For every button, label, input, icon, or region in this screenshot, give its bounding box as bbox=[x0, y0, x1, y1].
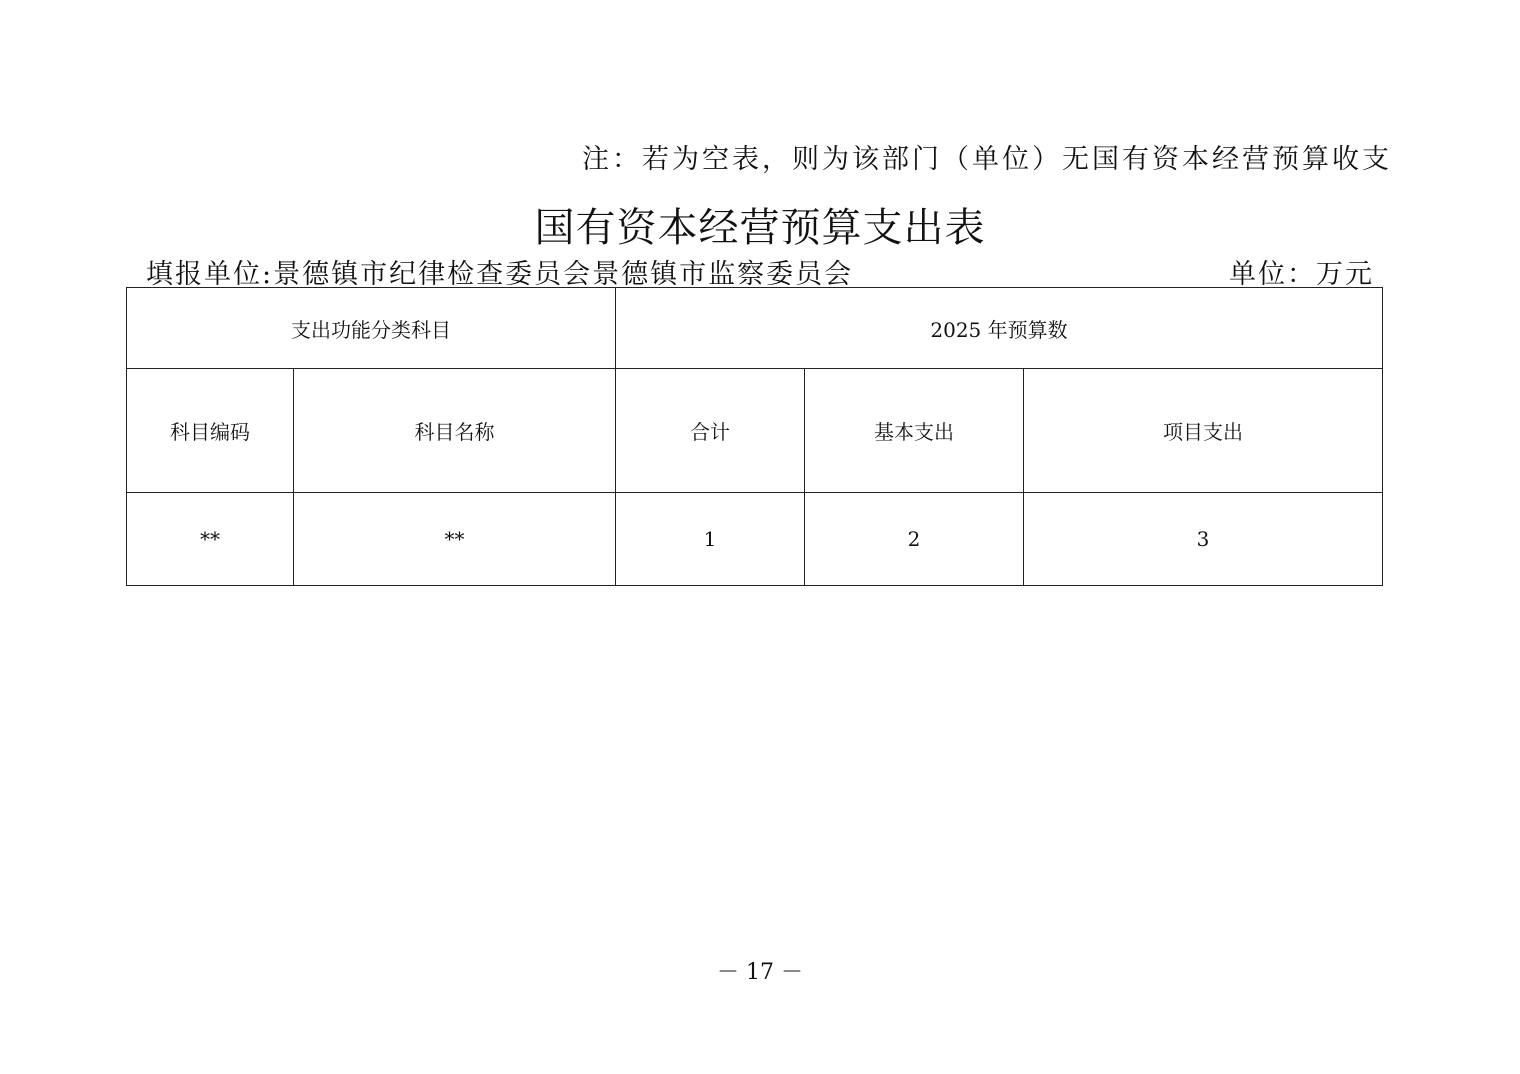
column-header-name: 科目名称 bbox=[294, 369, 616, 493]
table-row bbox=[127, 493, 1383, 586]
page-title: 国有资本经营预算支出表 bbox=[534, 205, 986, 251]
table-cell: 3 bbox=[1024, 493, 1383, 586]
table-note: 注：若为空表，则为该部门（单位）无国有资本经营预算收支 bbox=[582, 144, 1392, 175]
column-header-project: 项目支出 bbox=[1024, 369, 1383, 493]
budget-expenditure-table bbox=[126, 287, 1383, 586]
column-header-basic: 基本支出 bbox=[805, 369, 1024, 493]
group-header-budget: 2025 年预算数 bbox=[616, 288, 1383, 369]
currency-unit: 单位：万元 bbox=[1229, 259, 1374, 290]
table-group-header-row bbox=[127, 288, 1383, 369]
page-number: － 17 － bbox=[717, 960, 803, 985]
group-header-category: 支出功能分类科目 bbox=[127, 288, 616, 369]
table-column-header-row bbox=[127, 369, 1383, 493]
column-header-code: 科目编码 bbox=[127, 369, 294, 493]
table-cell: ** bbox=[127, 493, 294, 586]
column-header-total: 合计 bbox=[616, 369, 805, 493]
table-cell: ** bbox=[294, 493, 616, 586]
table-cell: 2 bbox=[805, 493, 1024, 586]
table-cell: 1 bbox=[616, 493, 805, 586]
reporting-unit: 填报单位:景德镇市纪律检查委员会景德镇市监察委员会 bbox=[146, 259, 854, 290]
